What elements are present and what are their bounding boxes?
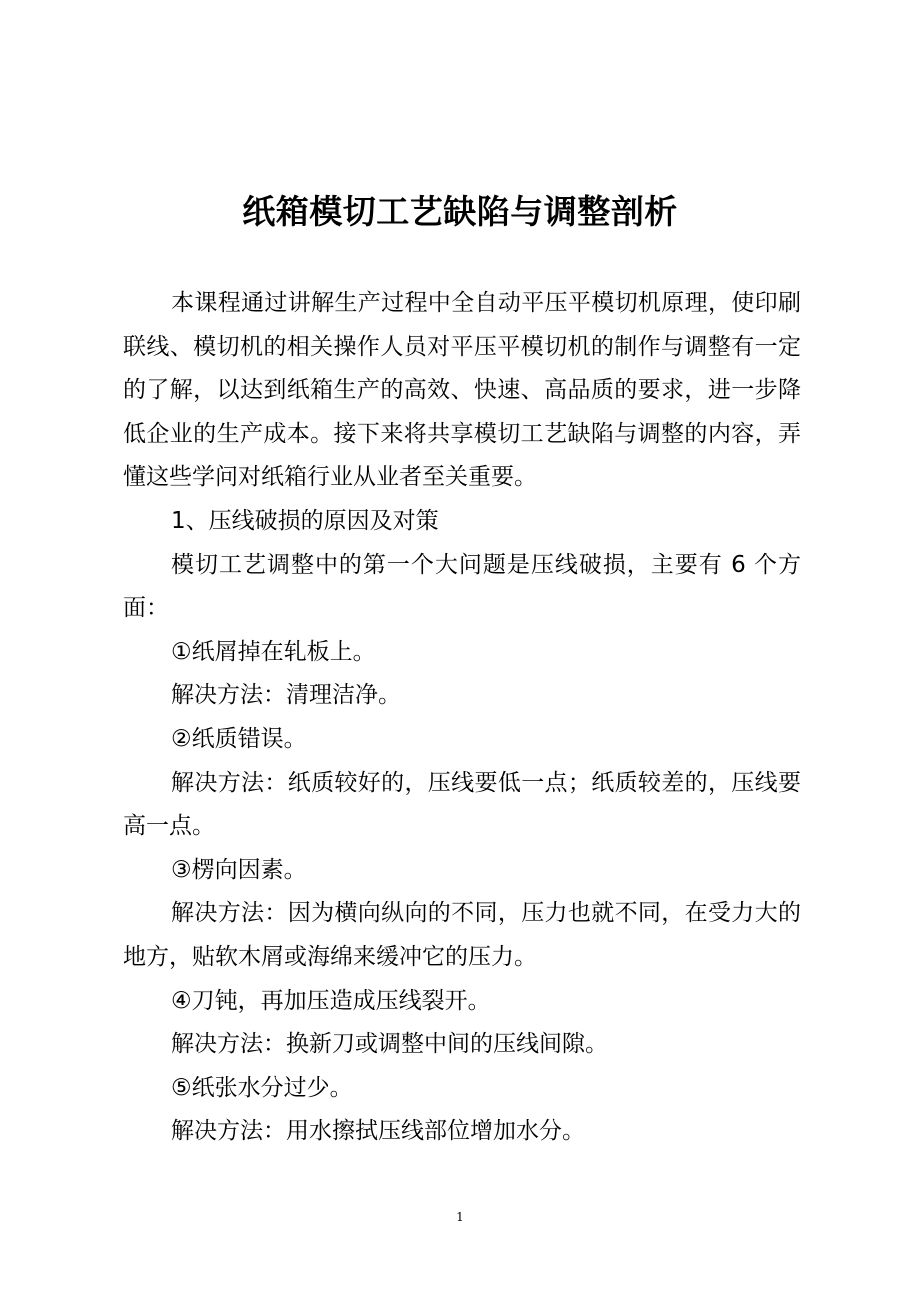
solution-paragraph: 解决方法：因为横向纵向的不同，压力也就不同，在受力大的地方，贴软木屑或海绵来缓冲它的压力。 [123,900,801,970]
list-item: ④刀钝，再加压造成压线裂开。 [171,987,491,1014]
solution-paragraph: 解决方法：用水擦拭压线部位增加水分。 [171,1118,585,1145]
document-title: 纸箱模切工艺缺陷与调整剖析 [242,192,678,232]
body-paragraph: 模切工艺调整中的第一个大问题是压线破损，主要有 6 个方面： [123,551,801,622]
document-body [123,282,801,1154]
section-heading: 1、压线破损的原因及对策 [171,507,439,534]
solution-paragraph: 解决方法：纸质较好的，压线要低一点；纸质较差的，压线要高一点。 [123,769,801,840]
solution-paragraph: 解决方法：清理洁净。 [171,682,401,709]
list-item: ⑤纸张水分过少。 [171,1074,353,1101]
intro-paragraph: 本课程通过讲解生产过程中全自动平压平模切机原理，使印刷联线、模切机的相关操作人员对平压平模切机的制作与调整有一定的了解，以达到纸箱生产的高效、快速、高品质的要求，进一步降低企业的生产成本。接下来将共享模切工艺缺陷与调整的内容，弄懂这些学问对纸箱行业从业者至关重要。 [123,290,801,491]
solution-paragraph: 解决方法：换新刀或调整中间的压线间隙。 [171,1031,608,1058]
page-number: 1 [456,1210,464,1224]
list-item: ③楞向因素。 [171,856,307,883]
list-item: ①纸屑掉在轧板上。 [171,638,376,665]
list-item: ②纸质错误。 [171,725,307,752]
